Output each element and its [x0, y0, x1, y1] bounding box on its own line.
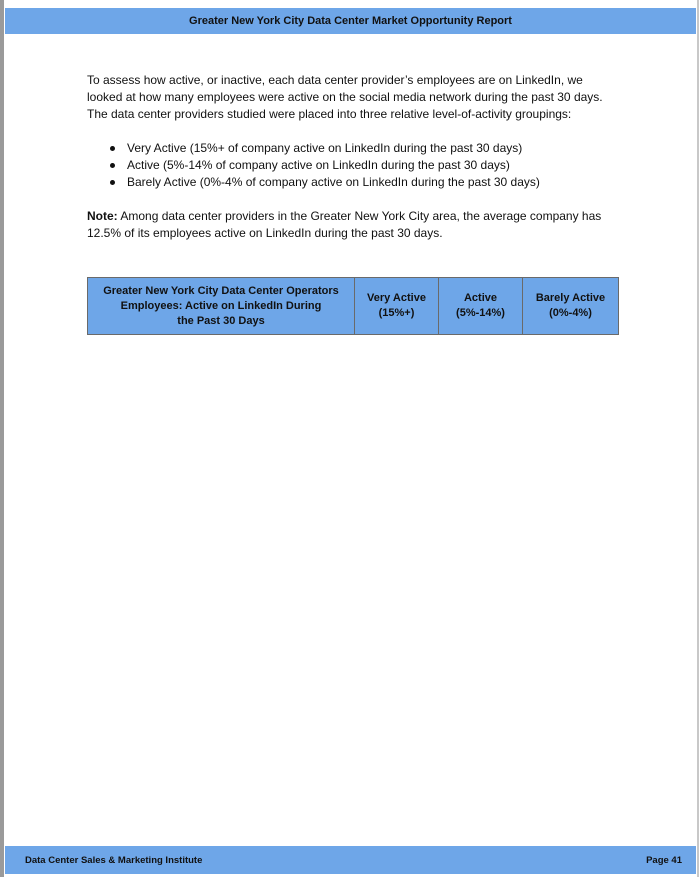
header-line: the Past 30 Days [177, 314, 265, 327]
note-paragraph [87, 208, 617, 242]
header-line: (0%-4%) [549, 307, 592, 319]
activity-level-list [87, 140, 617, 191]
linkedin-activity-table [87, 277, 619, 335]
header-line: Barely Active [535, 292, 606, 304]
page-left-border [0, 0, 4, 877]
report-header [5, 8, 696, 34]
note-label: Note: [87, 209, 118, 223]
header-line: (15%+) [378, 307, 415, 319]
report-body [87, 72, 617, 242]
list-item: Active (5%-14% of company active on LinkedIn during the past 30 days) [109, 157, 617, 174]
page-number: Page 41 [646, 854, 682, 866]
report-title: Greater New York City Data Center Market Opportunity Report [189, 15, 512, 27]
table-header-row [88, 278, 619, 335]
header-cell-operators [88, 278, 355, 335]
note-text: Among data center providers in the Greater New York City area, the average company has 12.5% of its employees active on LinkedIn during the past 30 days. [87, 209, 602, 240]
intro-paragraph: To assess how active, or inactive, each data center provider’s employees are on LinkedIn, we looked at how many employees were active on the social media network during the past 30 days. The data center providers studied were placed into three relative level-of-activity groupings: [87, 73, 603, 121]
footer-organization: Data Center Sales & Marketing Institute [25, 854, 203, 866]
header-cell-active [439, 278, 523, 335]
header-cell-barely-active [523, 278, 619, 335]
list-item: Very Active (15%+ of company active on LinkedIn during the past 30 days) [109, 140, 617, 157]
report-footer [5, 846, 696, 874]
header-line: (5%-14%) [456, 307, 505, 319]
header-line: Very Active [367, 292, 426, 304]
list-item: Barely Active (0%-4% of company active on LinkedIn during the past 30 days) [109, 174, 617, 191]
header-cell-very-active [355, 278, 439, 335]
header-line: Greater New York City Data Center Operators [103, 284, 339, 297]
header-line: Employees: Active on LinkedIn During [120, 299, 322, 312]
header-line: Active [463, 292, 498, 304]
